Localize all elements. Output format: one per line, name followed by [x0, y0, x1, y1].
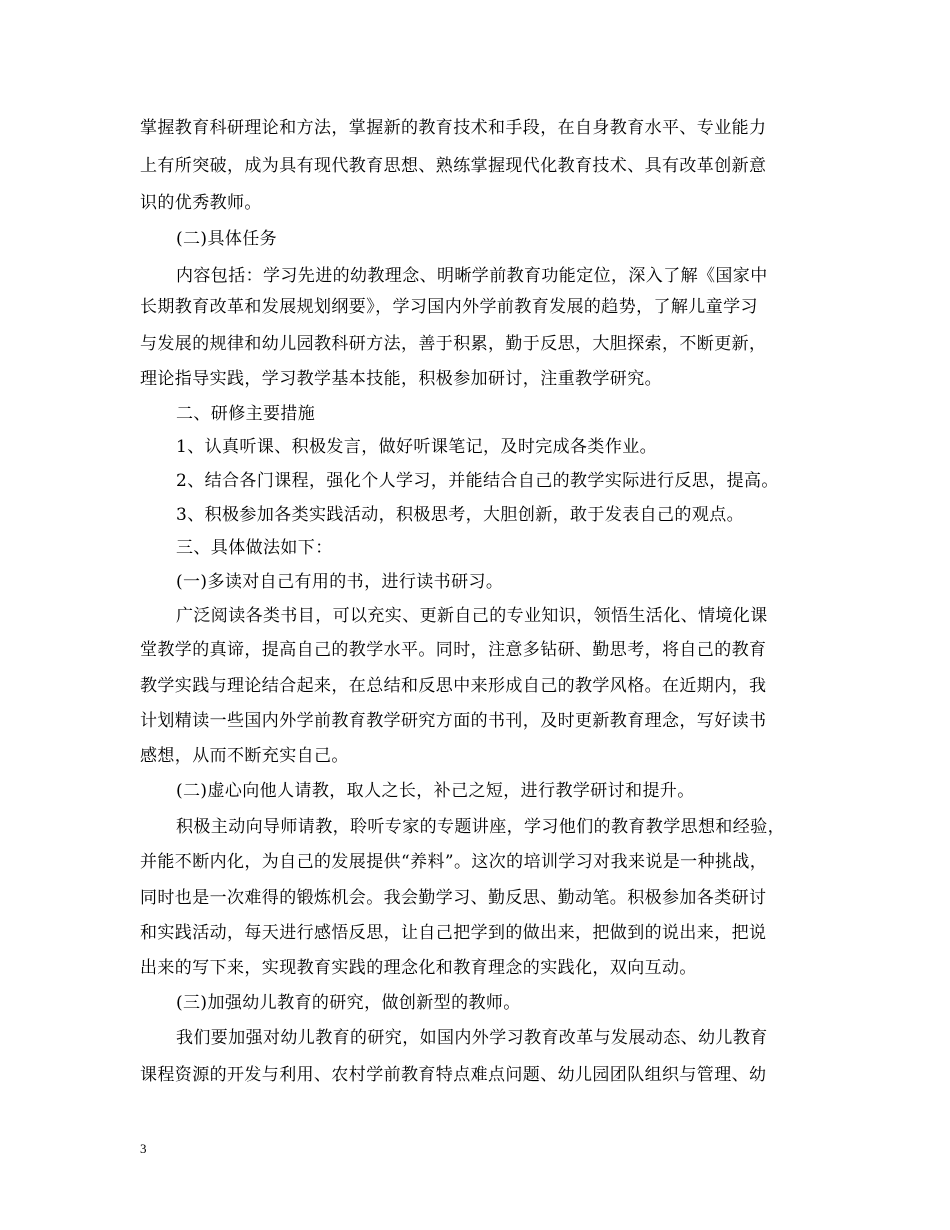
- text-line: 上有所突破，成为具有现代教育思想、熟练掌握现代化教育技术、具有改革创新意: [140, 156, 767, 176]
- text-line: 堂教学的真谛，提高自己的教学水平。同时，注意多钻研、勤思考，将自己的教育: [140, 640, 767, 660]
- text-line: 广泛阅读各类书目，可以充实、更新自己的专业知识，领悟生活化、情境化课: [176, 606, 768, 626]
- section-heading: (二)具体任务: [176, 229, 278, 249]
- list-item: 3、积极参加各类实践活动，积极思考，大胆创新，敢于发表自己的观点。: [176, 505, 745, 525]
- text-line: 教学实践与理论结合起来，在总结和反思中来形成自己的教学风格。在近期内，我: [140, 676, 767, 696]
- text-line: 与发展的规律和幼儿园教科研方法，善于积累，勤于反思，大胆探索，不断更新，: [140, 334, 767, 354]
- text-line: 出来的写下来，实现教育实践的理念化和教育理念的实践化，双向互动。: [140, 958, 697, 978]
- text-line: 我们要加强对幼儿教育的研究，如国内外学习教育改革与发展动态、幼儿教育: [176, 1028, 768, 1048]
- list-item: 1、认真听课、积极发言，做好听课笔记，及时完成各类作业。: [176, 437, 658, 457]
- subsection-heading: (三)加强幼儿教育的研究，做创新型的教师。: [176, 993, 521, 1013]
- text-line: 长期教育改革和发展规划纲要》，学习国内外学前教育发展的趋势，了解儿童学习: [140, 297, 758, 317]
- text-line: 感想，从而不断充实自己。: [140, 746, 349, 766]
- section-heading: 二、研修主要措施: [176, 404, 316, 424]
- text-line: 课程资源的开发与利用、农村学前教育特点难点问题、幼儿园团队组织与管理、幼: [140, 1065, 767, 1085]
- page-number: 3: [140, 1141, 147, 1156]
- list-item: 2、结合各门课程，强化个人学习，并能结合自己的教学实际进行反思，提高。: [176, 471, 779, 491]
- text-line: 积极主动向导师请教，聆听专家的专题讲座，学习他们的教育教学思想和经验，: [176, 817, 785, 837]
- subsection-heading: (一)多读对自己有用的书，进行读书研习。: [176, 572, 504, 592]
- section-heading: 三、具体做法如下：: [176, 538, 333, 558]
- text-line: 同时也是一次难得的锻炼机会。我会勤学习、勤反思、勤动笔。积极参加各类研讨: [140, 888, 767, 908]
- text-line: 和实践活动，每天进行感悟反思，让自己把学到的做出来，把做到的说出来，把说: [140, 923, 767, 943]
- text-line: 内容包括：学习先进的幼教理念、明晰学前教育功能定位，深入了解《国家中: [176, 266, 768, 286]
- text-line: 掌握教育科研理论和方法，掌握新的教育技术和手段，在自身教育水平、专业能力: [140, 118, 767, 138]
- text-line: 理论指导实践，学习教学基本技能，积极参加研讨，注重教学研究。: [140, 369, 662, 389]
- text-line: 计划精读一些国内外学前教育教学研究方面的书刊，及时更新教育理念，写好读书: [140, 711, 767, 731]
- text-line: 并能不断内化，为自己的发展提供“养料”。这次的培训学习对我来说是一种挑战，: [140, 852, 768, 872]
- subsection-heading: (二)虚心向他人请教，取人之长，补己之短，进行教学研讨和提升。: [176, 781, 695, 801]
- text-line: 识的优秀教师。: [140, 193, 262, 213]
